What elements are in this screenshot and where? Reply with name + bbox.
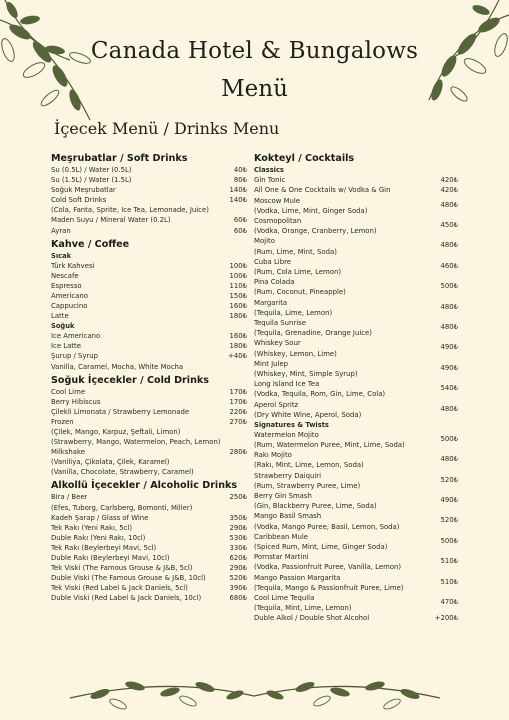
menu-item bbox=[51, 301, 247, 311]
cocktail-item bbox=[254, 216, 458, 236]
menu-item-price: 330₺ bbox=[229, 543, 247, 552]
menu-item-price bbox=[243, 205, 247, 215]
cocktail-name: Long Island Ice Tea bbox=[254, 380, 320, 389]
cocktail-price: 480₺ bbox=[440, 241, 458, 250]
menu-item-name: Frozen bbox=[51, 417, 74, 426]
cocktail-name: Mint Julep bbox=[254, 359, 289, 368]
cocktail-price: +200₺ bbox=[434, 614, 458, 623]
menu-item bbox=[51, 513, 247, 523]
menu-item-price: 290₺ bbox=[229, 523, 247, 532]
menu-item-price: 150₺ bbox=[229, 291, 247, 300]
cocktail-item bbox=[254, 318, 458, 338]
subsection-signatures: Signatures & Twists bbox=[254, 420, 329, 429]
menu-item bbox=[51, 311, 247, 321]
cocktail-price: 510₺ bbox=[440, 577, 458, 586]
cocktail-name: Whiskey Sour bbox=[254, 339, 301, 348]
menu-item-price: 100₺ bbox=[229, 261, 247, 270]
menu-item bbox=[51, 195, 247, 205]
menu-item bbox=[51, 407, 247, 417]
cocktail-ingredients: (Spiced Rum, Mint, Lime, Ginger Soda) bbox=[254, 543, 388, 552]
hot-coffee-list bbox=[51, 261, 247, 322]
menu-item-name: Tek Rakı (Yeni Rakı, 5cl) bbox=[51, 523, 133, 532]
cocktail-item bbox=[254, 338, 458, 358]
cocktail-name: Mango Passion Margarita bbox=[254, 573, 341, 582]
menu-item-price bbox=[243, 503, 247, 513]
menu-item-name: Nescafe bbox=[51, 271, 79, 280]
cocktail-price: 480₺ bbox=[440, 404, 458, 413]
menu-item-name: Duble Rakı (Yeni Rakı, 10cl) bbox=[51, 533, 146, 542]
menu-item bbox=[51, 165, 247, 175]
cocktail-ingredients: (Rum, Strawberry Puree, Lime) bbox=[254, 481, 361, 490]
cocktail-price: 500₺ bbox=[440, 434, 458, 443]
cold-drinks-list bbox=[51, 387, 247, 478]
cocktail-ingredients: (Gin, Blackberry Puree, Lime, Soda) bbox=[254, 502, 377, 511]
menu-item-price: 680₺ bbox=[229, 594, 247, 603]
cocktail-item bbox=[254, 196, 458, 216]
cocktail-price: 490₺ bbox=[440, 496, 458, 505]
menu-item bbox=[51, 387, 247, 397]
cocktail-ingredients: (Rum, Coconut, Pineapple) bbox=[254, 288, 346, 297]
menu-item-price: 170₺ bbox=[229, 397, 247, 406]
cocktail-item bbox=[254, 277, 458, 297]
menu-item-name: Tek Rakı (Beylerbeyi Mavi, 5cl) bbox=[51, 543, 157, 552]
classics-list bbox=[254, 175, 458, 420]
menu-item-name: Cappucino bbox=[51, 302, 88, 311]
menu-item-price: 530₺ bbox=[229, 533, 247, 542]
section-title-cold-drinks: Soğuk İçecekler / Cold Drinks bbox=[51, 374, 209, 386]
cocktail-price: 470₺ bbox=[440, 598, 458, 607]
cocktail-ingredients: (Rum, Lime, Mint, Soda) bbox=[254, 247, 337, 256]
cocktail-price: 480₺ bbox=[440, 302, 458, 311]
menu-item bbox=[51, 417, 247, 427]
menu-item-name: (Efes, Tuborg, Carlsberg, Bomonti, Miller) bbox=[51, 503, 193, 512]
menu-item bbox=[51, 215, 247, 225]
menu-item-name: (Cola, Fanta, Sprite, Ice Tea, Lemonade, Juice) bbox=[51, 206, 209, 215]
section-title-coffee: Kahve / Coffee bbox=[51, 238, 130, 250]
cocktail-price: 540₺ bbox=[440, 384, 458, 393]
subsection-cold: Soğuk bbox=[51, 322, 75, 331]
cocktail-name: Pornstar Martini bbox=[254, 553, 309, 562]
menu-item-price bbox=[243, 457, 247, 467]
menu-item bbox=[51, 281, 247, 291]
menu-item-name: Duble Rakı (Beylerbeyi Mavi, 10cl) bbox=[51, 554, 170, 562]
menu-item-name: Şurup / Syrup bbox=[51, 352, 99, 361]
cocktail-item bbox=[254, 430, 458, 450]
cocktail-price: 480₺ bbox=[440, 322, 458, 331]
menu-item-price bbox=[243, 362, 247, 372]
cocktail-name: All One & One Cocktails w/ Vodka & Gin bbox=[254, 186, 391, 195]
menu-item-price: 620₺ bbox=[229, 554, 247, 562]
menu-item bbox=[51, 351, 247, 361]
menu-item-price bbox=[243, 427, 247, 437]
cocktail-price: 510₺ bbox=[440, 557, 458, 566]
menu-item bbox=[51, 583, 247, 593]
cocktail-ingredients: (Vodka, Lime, Mint, Ginger Soda) bbox=[254, 206, 368, 215]
cocktail-price: 500₺ bbox=[440, 282, 458, 291]
menu-item-price bbox=[243, 437, 247, 447]
cocktail-name: Margarita bbox=[254, 298, 288, 307]
cocktail-item bbox=[254, 491, 458, 511]
cocktail-item bbox=[254, 552, 458, 572]
menu-item-price: 250₺ bbox=[229, 493, 247, 502]
menu-item-name: Çilekli Limonata / Strawberry Lemonade bbox=[51, 407, 190, 416]
subsection-hot: Sıcak bbox=[51, 251, 72, 260]
menu-item-price: +40₺ bbox=[228, 352, 247, 361]
menu-item-price: 140₺ bbox=[229, 196, 247, 205]
cocktail-name: Cool Lime Tequila bbox=[254, 594, 315, 603]
menu-item-name: Ice Americano bbox=[51, 332, 101, 341]
cold-coffee-list bbox=[51, 331, 247, 371]
menu-item bbox=[51, 185, 247, 195]
cocktail-price: 460₺ bbox=[440, 261, 458, 270]
menu-item-name: Berry Hibiscus bbox=[51, 397, 101, 406]
cocktail-name: Strawberry Daiquiri bbox=[254, 471, 322, 480]
menu-item bbox=[51, 175, 247, 185]
menu-item-price: 220₺ bbox=[229, 407, 247, 416]
menu-item-name: Ice Latte bbox=[51, 342, 81, 351]
menu-item-price: 350₺ bbox=[229, 513, 247, 522]
cocktail-name: Cosmopolitan bbox=[254, 216, 302, 225]
menu-item-name: Su (1.5L) / Water (1.5L) bbox=[51, 176, 132, 185]
menu-item bbox=[51, 341, 247, 351]
menu-item bbox=[51, 437, 247, 447]
right-column bbox=[254, 152, 458, 624]
cocktail-ingredients: (Vodka, Passionfruit Puree, Vanilla, Lemon) bbox=[254, 563, 402, 572]
menu-item-price: 390₺ bbox=[229, 584, 247, 593]
page-title-menu: Menü bbox=[221, 76, 288, 102]
menu-item bbox=[51, 261, 247, 271]
cocktail-price: 450₺ bbox=[440, 220, 458, 229]
cocktail-item bbox=[254, 471, 458, 491]
menu-item-price: 290₺ bbox=[229, 564, 247, 573]
cocktail-item bbox=[254, 379, 458, 399]
cocktail-name: Caribbean Mule bbox=[254, 532, 309, 541]
cocktail-price: 480₺ bbox=[440, 200, 458, 209]
leaf-decoration-bottom bbox=[0, 668, 509, 720]
cocktail-item bbox=[254, 450, 458, 470]
menu-item-name: (Vanilla, Chocolate, Strawberry, Caramel) bbox=[51, 468, 194, 477]
cocktail-name: Tequila Sunrise bbox=[254, 318, 306, 327]
menu-item bbox=[51, 447, 247, 457]
cocktail-price: 490₺ bbox=[440, 343, 458, 352]
cocktail-name: Cuba Libre bbox=[254, 257, 292, 266]
cocktail-name: Berry Gin Smash bbox=[254, 492, 312, 501]
menu-item-name: Americano bbox=[51, 291, 89, 300]
menu-item-price: 60₺ bbox=[233, 216, 247, 225]
menu-item-price: 110₺ bbox=[229, 281, 247, 290]
menu-item bbox=[51, 397, 247, 407]
menu-item bbox=[51, 331, 247, 341]
menu-item-name: Bira / Beer bbox=[51, 493, 88, 502]
menu-item-name: Cool Lime bbox=[51, 387, 86, 396]
cocktail-ingredients: (Rakı, Mint, Lime, Lemon, Soda) bbox=[254, 461, 364, 470]
menu-item bbox=[51, 553, 247, 563]
leaf-decoration-top-left bbox=[0, 0, 120, 130]
section-title-cocktails: Kokteyl / Cocktails bbox=[254, 153, 355, 164]
page-subtitle: İçecek Menü / Drinks Menu bbox=[54, 119, 280, 138]
cocktail-ingredients: (Rum, Watermelon Puree, Mint, Lime, Soda) bbox=[254, 441, 405, 450]
cocktail-item bbox=[254, 532, 458, 552]
cocktail-ingredients: (Tequila, Mint, Lime, Lemon) bbox=[254, 604, 352, 613]
cocktail-name: Moscow Mule bbox=[254, 196, 301, 205]
cocktail-item bbox=[254, 573, 458, 593]
menu-item bbox=[51, 362, 247, 372]
menu-item-price: 270₺ bbox=[229, 417, 247, 426]
menu-item bbox=[51, 271, 247, 281]
menu-item bbox=[51, 563, 247, 573]
cocktail-name: Mojito bbox=[254, 237, 275, 246]
menu-item bbox=[51, 467, 247, 477]
cocktail-ingredients: (Dry White Wine, Aperol, Soda) bbox=[254, 410, 362, 419]
menu-item-price: 180₺ bbox=[229, 312, 247, 321]
menu-item-price: 280₺ bbox=[229, 448, 247, 457]
menu-item-name: Vanilla, Caramel, Mocha, White Mocha bbox=[51, 362, 184, 371]
cocktail-ingredients: (Tequila, Mango & Passionfruit Puree, Lime) bbox=[254, 583, 404, 592]
cocktail-name: Pina Colada bbox=[254, 278, 295, 287]
cocktail-name: Watermelon Mojito bbox=[254, 430, 319, 439]
menu-item-name: Türk Kahvesi bbox=[51, 261, 95, 270]
menu-item bbox=[51, 291, 247, 301]
menu-item-price bbox=[243, 467, 247, 477]
menu-item-name: Su (0.5L) / Water (0.5L) bbox=[51, 166, 132, 174]
menu-item-price: 160₺ bbox=[229, 302, 247, 311]
menu-item-price: 160₺ bbox=[229, 332, 247, 341]
menu-item-name: Milkshake bbox=[51, 448, 85, 457]
soft-drinks-list bbox=[51, 165, 247, 236]
menu-item-name: (Çilek, Mango, Karpuz, Şeftali, Limon) bbox=[51, 427, 181, 436]
alcoholic-list bbox=[51, 492, 247, 603]
menu-item-name: (Vaniliya, Çikolata, Çilek, Karamel) bbox=[51, 458, 170, 467]
cocktail-item bbox=[254, 613, 458, 623]
menu-item-name: Cold Soft Drinks bbox=[51, 196, 107, 205]
cocktail-name: Gin Tonic bbox=[254, 176, 286, 184]
menu-item-name: Tek Viski (Red Label & Jack Daniels, 5cl) bbox=[51, 584, 188, 593]
cocktail-price: 520₺ bbox=[440, 516, 458, 525]
cocktail-ingredients: (Vodka, Mango Puree, Basil, Lemon, Soda) bbox=[254, 522, 400, 531]
menu-item-price: 180₺ bbox=[229, 342, 247, 351]
cocktail-ingredients: (Vodka, Tequila, Rom, Gin, Lime, Cola) bbox=[254, 390, 386, 399]
menu-item bbox=[51, 573, 247, 583]
cocktail-ingredients: (Vodka, Orange, Cranberry, Lemon) bbox=[254, 227, 377, 236]
menu-item bbox=[51, 533, 247, 543]
subsection-classics: Classics bbox=[254, 166, 284, 174]
cocktail-item bbox=[254, 257, 458, 277]
cocktail-ingredients: (Rum, Cola Lime, Lemon) bbox=[254, 267, 342, 276]
menu-item-name: Soğuk Meşrubatlar bbox=[51, 186, 116, 195]
section-title-alcoholic: Alkollü İçecekler / Alcoholic Drinks bbox=[51, 480, 238, 492]
menu-item-price: 80₺ bbox=[233, 176, 247, 185]
menu-item-price: 40₺ bbox=[233, 166, 247, 174]
cocktail-price: 500₺ bbox=[440, 536, 458, 545]
cocktail-ingredients: (Tequila, Grenadine, Orange Juice) bbox=[254, 329, 372, 338]
cocktail-price: 490₺ bbox=[440, 363, 458, 372]
cocktail-price: 420₺ bbox=[440, 176, 458, 184]
signatures-list bbox=[254, 430, 458, 624]
cocktail-price: 520₺ bbox=[440, 475, 458, 484]
cocktail-item bbox=[254, 175, 458, 185]
cocktail-name: Aperol Spritz bbox=[254, 400, 299, 409]
menu-item-price: 100₺ bbox=[229, 271, 247, 280]
menu-item-price: 170₺ bbox=[229, 387, 247, 396]
cocktail-ingredients: (Whiskey, Mint, Simple Syrup) bbox=[254, 369, 358, 378]
left-column bbox=[51, 152, 247, 603]
menu-item bbox=[51, 593, 247, 603]
menu-item bbox=[51, 523, 247, 533]
menu-item-name: Tek Viski (The Famous Grouse & J&B, 5cl) bbox=[51, 564, 193, 573]
menu-item bbox=[51, 205, 247, 215]
cocktail-item bbox=[254, 236, 458, 256]
cocktail-ingredients: (Whiskey, Lemon, Lime) bbox=[254, 349, 337, 358]
menu-item bbox=[51, 427, 247, 437]
menu-item-name: Latte bbox=[51, 312, 69, 321]
menu-item-price: 520₺ bbox=[229, 574, 247, 583]
menu-item bbox=[51, 226, 247, 236]
menu-item bbox=[51, 457, 247, 467]
section-title-soft-drinks: Meşrubatlar / Soft Drinks bbox=[51, 153, 188, 164]
cocktail-price: 420₺ bbox=[440, 186, 458, 195]
cocktail-item bbox=[254, 298, 458, 318]
cocktail-item bbox=[254, 593, 458, 613]
page-title: Canada Hotel & Bungalows bbox=[90, 38, 419, 64]
menu-item-name: Duble Viski (The Famous Grouse & J&B, 10cl) bbox=[51, 574, 206, 583]
menu-item-name: Kadeh Şarap / Glass of Wine bbox=[51, 513, 149, 522]
cocktail-item bbox=[254, 185, 458, 195]
menu-item-price: 140₺ bbox=[229, 186, 247, 195]
menu-item-name: Duble Viski (Red Label & Jack Daniels, 10cl) bbox=[51, 594, 202, 603]
menu-item-name: Ayran bbox=[51, 226, 71, 235]
menu-item-name: Maden Suyu / Mineral Water (0.2L) bbox=[51, 216, 171, 225]
menu-item bbox=[51, 543, 247, 553]
cocktail-ingredients: (Tequila, Lime, Lemon) bbox=[254, 308, 333, 317]
menu-item-name: Espresso bbox=[51, 281, 82, 290]
cocktail-item bbox=[254, 511, 458, 531]
menu-item-price: 60₺ bbox=[233, 226, 247, 235]
cocktail-price: 480₺ bbox=[440, 455, 458, 464]
menu-item bbox=[51, 492, 247, 502]
menu-item-name: (Strawberry, Mango, Watermelon, Peach, Lemon) bbox=[51, 438, 221, 447]
cocktail-item bbox=[254, 359, 458, 379]
cocktail-name: Mango Basil Smash bbox=[254, 512, 322, 521]
cocktail-item bbox=[254, 400, 458, 420]
cocktail-name: Duble Alkol / Double Shot Alcohol bbox=[254, 614, 370, 623]
cocktail-name: Rakı Mojito bbox=[254, 451, 292, 460]
menu-item bbox=[51, 503, 247, 513]
